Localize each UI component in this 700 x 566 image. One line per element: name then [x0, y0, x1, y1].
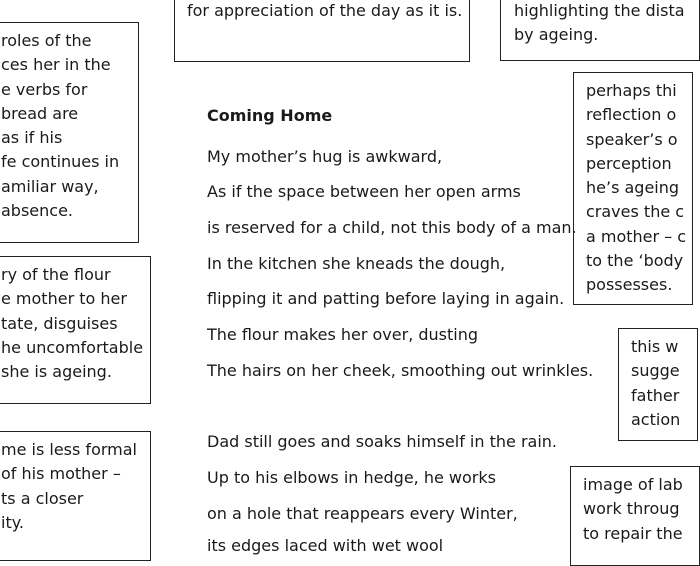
annotation-line: me is less formal: [1, 440, 137, 459]
annotation-line: father: [631, 385, 680, 405]
annotation-line: a mother – c: [586, 226, 687, 246]
annotation-line: by ageing.: [514, 25, 599, 45]
poem-line: is reserved for a child, not this body of a man.: [207, 218, 577, 237]
annotation-line: tate, disguises: [1, 313, 118, 333]
annotation-line: for appreciation of the day as it is.: [187, 1, 463, 20]
annotation-line: e mother to her: [1, 289, 127, 309]
annotation-line: speaker’s o: [586, 129, 678, 149]
annotation-line: image of lab: [583, 475, 683, 494]
annotation-left-1: [0, 22, 139, 243]
poem-line: My mother’s hug is awkward,: [207, 147, 443, 166]
poem-line: In the kitchen she kneads the dough,: [207, 254, 506, 273]
annotation-line: amiliar way,: [1, 176, 99, 196]
annotation-line: to the ‘body: [586, 251, 684, 271]
poem-line: As if the space between her open arms: [207, 182, 521, 201]
annotation-line: perception: [586, 153, 672, 173]
annotation-right-1: [573, 72, 693, 305]
annotation-line: ry of the flour: [1, 265, 111, 284]
annotation-line: possesses.: [586, 275, 673, 295]
poem-line: The flour makes her over, dusting: [207, 325, 479, 344]
annotation-line: reflection o: [586, 105, 677, 125]
annotation-line: sugge: [631, 361, 680, 381]
annotation-line: to repair the: [583, 523, 683, 543]
annotation-line: perhaps thi: [586, 81, 677, 100]
annotation-line: of his mother –: [1, 464, 121, 484]
annotation-line: craves the c: [586, 202, 685, 222]
annotation-line: he’s ageing: [586, 178, 680, 198]
annotation-line: ts a closer: [1, 488, 84, 508]
annotation-line: work throug: [583, 499, 680, 519]
annotation-top-center: [174, 0, 470, 62]
poem-line: on a hole that reappears every Winter,: [207, 504, 518, 523]
annotation-right-2: [618, 328, 698, 441]
annotation-line: ity.: [1, 512, 24, 532]
annotation-line: action: [631, 409, 681, 429]
annotation-line: he uncomfortable: [1, 337, 144, 357]
annotation-line: highlighting the dista: [514, 1, 685, 20]
annotation-left-3: [0, 431, 151, 561]
annotation-top-right: [500, 0, 700, 61]
annotation-line: this w: [631, 337, 679, 356]
poem-line: flipping it and patting before laying in again.: [207, 289, 565, 308]
annotation-line: she is ageing.: [1, 362, 112, 382]
annotation-line: fe continues in: [1, 152, 120, 172]
annotation-line: roles of the: [1, 31, 92, 50]
poem-line: Up to his elbows in hedge, he works: [207, 468, 496, 487]
poem-line: Dad still goes and soaks himself in the rain.: [207, 432, 557, 451]
annotation-line: ces her in the: [1, 55, 111, 75]
poem-line: its edges laced with wet wool: [207, 536, 444, 555]
poem-title: Coming Home: [207, 106, 333, 125]
poem-line: The hairs on her cheek, smoothing out wrinkles.: [207, 361, 594, 380]
annotation-line: as if his: [1, 128, 63, 148]
annotation-line: e verbs for: [1, 79, 88, 99]
annotation-line: bread are: [1, 103, 79, 123]
annotation-left-2: [0, 256, 151, 404]
annotation-right-3: [570, 466, 700, 566]
annotation-line: absence.: [1, 201, 74, 221]
